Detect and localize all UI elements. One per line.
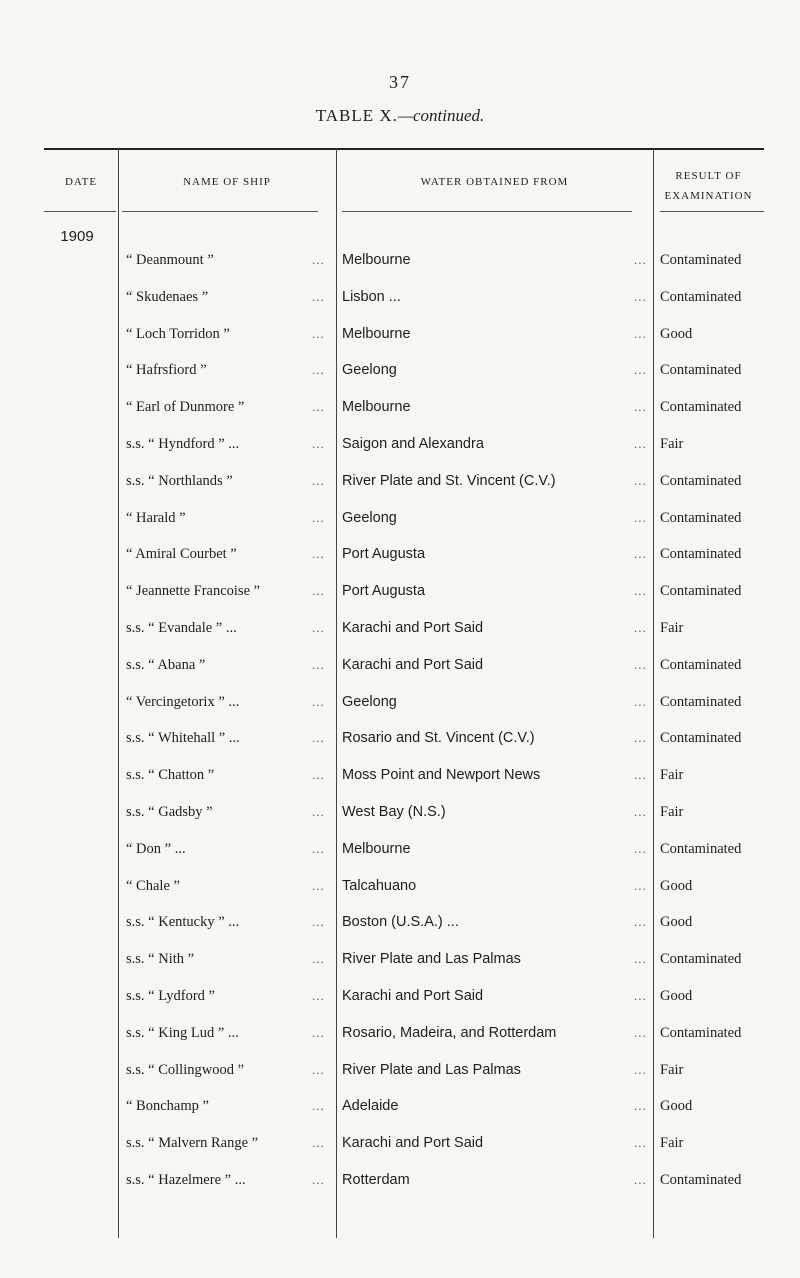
row-result: Contaminated bbox=[660, 546, 742, 563]
leader-dots: ... bbox=[312, 1172, 325, 1187]
table-row bbox=[0, 988, 800, 1022]
row-result: Fair bbox=[660, 767, 684, 784]
row-result: Fair bbox=[660, 1135, 684, 1152]
row-water-source: Melbourne bbox=[342, 399, 411, 416]
table-row bbox=[0, 1025, 800, 1059]
row-result: Contaminated bbox=[660, 509, 742, 526]
row-water-source: Melbourne bbox=[342, 252, 411, 268]
row-result: Contaminated bbox=[660, 252, 742, 268]
leader-dots: ... bbox=[312, 436, 325, 451]
table-row bbox=[0, 326, 800, 360]
row-ship-name: “ Hafrsfiord ” bbox=[126, 362, 207, 379]
table-row bbox=[0, 399, 800, 433]
row-result: Fair bbox=[660, 804, 684, 820]
leader-dots: ... bbox=[634, 840, 647, 856]
row-ship-name: s.s. “ Gadsby ” bbox=[126, 804, 213, 820]
row-water-source: Port Augusta bbox=[342, 546, 426, 563]
row-water-source: Rosario and St. Vincent (C.V.) bbox=[342, 730, 535, 747]
row-water-source: Moss Point and Newport News bbox=[342, 767, 541, 784]
row-ship-name: “ Amiral Courbet ” bbox=[126, 546, 237, 563]
leader-dots: ... bbox=[312, 583, 325, 599]
year-label: 1909 bbox=[60, 228, 94, 245]
row-ship-name: “ Jeannette Francoise ” bbox=[126, 583, 261, 600]
row-water-source: Port Augusta bbox=[342, 583, 426, 600]
leader-dots: ... bbox=[634, 656, 647, 672]
row-water-source: Rotterdam bbox=[342, 1172, 410, 1188]
leader-dots: ... bbox=[312, 620, 325, 635]
row-result: Good bbox=[660, 914, 693, 931]
row-ship-name: s.s. “ Hyndford ” ... bbox=[126, 436, 240, 452]
row-water-source: Lisbon ... bbox=[342, 288, 401, 305]
row-ship-name: “ Loch Torridon ” bbox=[126, 325, 230, 342]
leader-dots: ... bbox=[312, 988, 325, 1003]
row-result: Contaminated bbox=[660, 730, 742, 747]
row-ship-name: “ Chale ” bbox=[126, 877, 180, 894]
leader-dots: ... bbox=[312, 656, 325, 672]
leader-dots: ... bbox=[634, 288, 647, 304]
row-ship-name: s.s. “ Whitehall ” ... bbox=[126, 730, 240, 747]
table-row bbox=[0, 914, 800, 948]
leader-dots: ... bbox=[312, 362, 325, 378]
leader-dots: ... bbox=[312, 877, 325, 893]
row-ship-name: “ Deanmount ” bbox=[126, 252, 214, 268]
row-result: Contaminated bbox=[660, 951, 742, 968]
row-result: Contaminated bbox=[660, 472, 742, 489]
table-row bbox=[0, 1098, 800, 1132]
header-bottom-rule-result bbox=[660, 211, 764, 212]
leader-dots: ... bbox=[312, 840, 325, 856]
page-number: 37 bbox=[389, 72, 411, 92]
row-ship-name: “ Harald ” bbox=[126, 509, 186, 526]
table-title-main: TABLE X. bbox=[315, 106, 398, 125]
row-ship-name: s.s. “ Evandale ” ... bbox=[126, 620, 237, 636]
row-result: Contaminated bbox=[660, 362, 742, 379]
row-result: Contaminated bbox=[660, 288, 742, 305]
leader-dots: ... bbox=[634, 877, 647, 893]
row-ship-name: s.s. “ Chatton ” bbox=[126, 767, 215, 784]
leader-dots: ... bbox=[312, 914, 325, 930]
table-row bbox=[0, 1172, 800, 1206]
table-row bbox=[0, 841, 800, 875]
row-result: Fair bbox=[660, 1061, 684, 1078]
header-result-line2: EXAMINATION bbox=[664, 190, 753, 202]
row-water-source: Adelaide bbox=[342, 1098, 399, 1115]
table-row bbox=[0, 583, 800, 617]
row-ship-name: s.s. “ Lydford ” bbox=[126, 988, 215, 1004]
row-water-source: Karachi and Port Said bbox=[342, 1135, 484, 1152]
leader-dots: ... bbox=[312, 730, 325, 746]
table-row bbox=[0, 1135, 800, 1169]
table-row bbox=[0, 730, 800, 764]
table-row bbox=[0, 436, 800, 470]
row-result: Contaminated bbox=[660, 693, 742, 710]
row-ship-name: “ Don ” ... bbox=[126, 840, 186, 857]
table-row bbox=[0, 804, 800, 838]
header-bottom-rule-date bbox=[44, 211, 116, 212]
leader-dots: ... bbox=[634, 951, 647, 967]
table-row bbox=[0, 620, 800, 654]
row-result: Good bbox=[660, 1098, 693, 1115]
row-ship-name: “ Skudenaes ” bbox=[126, 288, 209, 305]
table-row bbox=[0, 546, 800, 580]
row-ship-name: s.s. “ Abana ” bbox=[126, 656, 206, 673]
leader-dots: ... bbox=[312, 1135, 325, 1151]
leader-dots: ... bbox=[634, 1172, 647, 1187]
leader-dots: ... bbox=[634, 1135, 647, 1151]
row-ship-name: s.s. “ Northlands ” bbox=[126, 472, 233, 489]
row-result: Fair bbox=[660, 620, 684, 636]
header-bottom-rule-water bbox=[342, 211, 632, 212]
row-water-source: Karachi and Port Said bbox=[342, 988, 484, 1004]
row-water-source: Geelong bbox=[342, 362, 397, 379]
row-water-source: Talcahuano bbox=[342, 877, 417, 894]
row-water-source: Geelong bbox=[342, 509, 397, 526]
leader-dots: ... bbox=[634, 362, 647, 378]
leader-dots: ... bbox=[312, 399, 325, 415]
table-title bbox=[0, 106, 800, 126]
leader-dots: ... bbox=[312, 951, 325, 967]
row-ship-name: “ Bonchamp ” bbox=[126, 1098, 209, 1115]
row-water-source: Melbourne bbox=[342, 840, 411, 857]
leader-dots: ... bbox=[634, 804, 647, 819]
table-row bbox=[0, 878, 800, 912]
row-result: Contaminated bbox=[660, 840, 742, 857]
table-row bbox=[0, 767, 800, 801]
row-water-source: Geelong bbox=[342, 693, 397, 710]
row-result: Fair bbox=[660, 436, 684, 452]
row-ship-name: “ Earl of Dunmore ” bbox=[126, 399, 245, 416]
table-row bbox=[0, 510, 800, 544]
row-water-source: River Plate and St. Vincent (C.V.) bbox=[342, 472, 556, 489]
leader-dots: ... bbox=[634, 1061, 647, 1077]
row-water-source: Rosario, Madeira, and Rotterdam bbox=[342, 1024, 557, 1041]
leader-dots: ... bbox=[634, 730, 647, 746]
row-water-source: Karachi and Port Said bbox=[342, 620, 484, 636]
leader-dots: ... bbox=[634, 583, 647, 599]
row-water-source: River Plate and Las Palmas bbox=[342, 951, 521, 968]
leader-dots: ... bbox=[634, 325, 647, 341]
row-ship-name: s.s. “ Kentucky ” ... bbox=[126, 914, 240, 931]
leader-dots: ... bbox=[634, 693, 647, 709]
row-water-source: Melbourne bbox=[342, 325, 411, 342]
row-water-source: River Plate and Las Palmas bbox=[342, 1061, 521, 1078]
row-ship-name: “ Vercingetorix ” ... bbox=[126, 693, 240, 710]
row-result: Good bbox=[660, 988, 693, 1004]
leader-dots: ... bbox=[312, 693, 325, 709]
row-water-source: Karachi and Port Said bbox=[342, 656, 484, 673]
leader-dots: ... bbox=[634, 399, 647, 415]
row-result: Good bbox=[660, 877, 693, 894]
leader-dots: ... bbox=[312, 804, 325, 819]
leader-dots: ... bbox=[634, 914, 647, 930]
table-row bbox=[0, 252, 800, 286]
row-result: Contaminated bbox=[660, 1024, 742, 1041]
table-row bbox=[0, 473, 800, 507]
table-row bbox=[0, 362, 800, 396]
leader-dots: ... bbox=[312, 546, 325, 562]
table-row bbox=[0, 694, 800, 728]
row-result: Contaminated bbox=[660, 583, 742, 600]
leader-dots: ... bbox=[634, 509, 647, 525]
row-result: Contaminated bbox=[660, 656, 742, 673]
table-title-continued: —continued. bbox=[397, 106, 485, 125]
leader-dots: ... bbox=[312, 252, 325, 267]
row-ship-name: s.s. “ Hazelmere ” ... bbox=[126, 1172, 246, 1188]
leader-dots: ... bbox=[634, 1024, 647, 1040]
leader-dots: ... bbox=[634, 472, 647, 488]
table-top-rule bbox=[44, 148, 764, 150]
leader-dots: ... bbox=[312, 325, 325, 341]
leader-dots: ... bbox=[312, 509, 325, 525]
row-ship-name: s.s. “ King Lud ” ... bbox=[126, 1024, 239, 1041]
header-result bbox=[653, 166, 764, 206]
row-ship-name: s.s. “ Malvern Range ” bbox=[126, 1135, 259, 1152]
leader-dots: ... bbox=[634, 252, 647, 267]
row-ship-name: s.s. “ Collingwood ” bbox=[126, 1061, 245, 1078]
leader-dots: ... bbox=[312, 1024, 325, 1040]
table-row bbox=[0, 657, 800, 691]
row-result: Contaminated bbox=[660, 399, 742, 416]
row-result: Good bbox=[660, 325, 693, 342]
leader-dots: ... bbox=[312, 1098, 325, 1114]
table-row bbox=[0, 951, 800, 985]
header-ship: NAME OF SHIP bbox=[183, 176, 271, 188]
leader-dots: ... bbox=[634, 546, 647, 562]
row-ship-name: s.s. “ Nith ” bbox=[126, 951, 195, 968]
leader-dots: ... bbox=[312, 288, 325, 304]
row-water-source: Saigon and Alexandra bbox=[342, 436, 484, 452]
row-water-source: West Bay (N.S.) bbox=[342, 804, 446, 820]
header-result-line1: RESULT OF bbox=[675, 170, 742, 182]
leader-dots: ... bbox=[634, 620, 647, 635]
header-date: DATE bbox=[64, 176, 98, 188]
header-bottom-rule-ship bbox=[122, 211, 318, 212]
leader-dots: ... bbox=[634, 436, 647, 451]
row-water-source: Boston (U.S.A.) ... bbox=[342, 914, 459, 931]
leader-dots: ... bbox=[312, 1061, 325, 1077]
leader-dots: ... bbox=[634, 1098, 647, 1114]
header-water: WATER OBTAINED FROM bbox=[420, 176, 569, 188]
table-row bbox=[0, 1062, 800, 1096]
leader-dots: ... bbox=[312, 767, 325, 783]
table-row bbox=[0, 289, 800, 323]
leader-dots: ... bbox=[634, 767, 647, 783]
leader-dots: ... bbox=[634, 988, 647, 1003]
leader-dots: ... bbox=[312, 472, 325, 488]
row-result: Contaminated bbox=[660, 1172, 742, 1188]
